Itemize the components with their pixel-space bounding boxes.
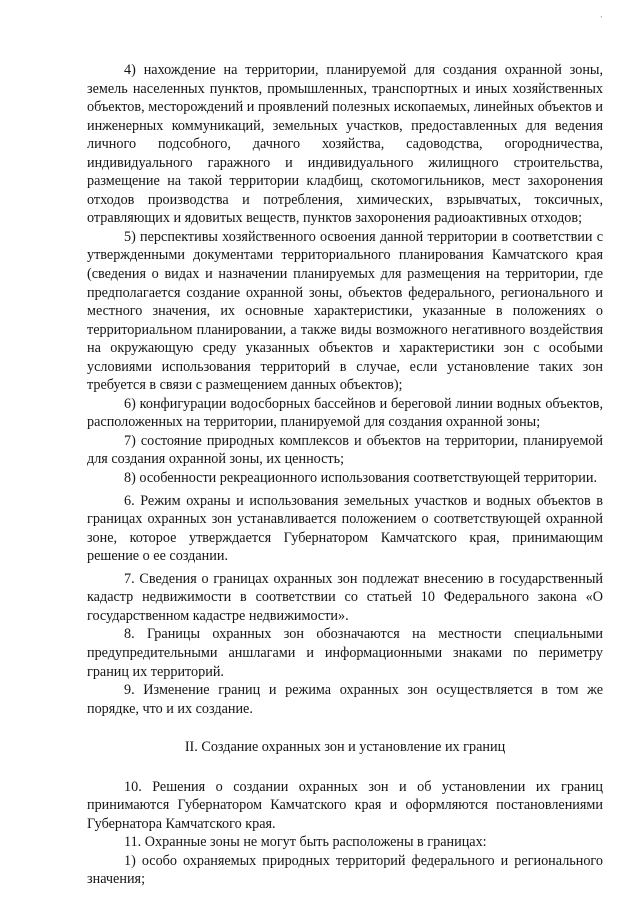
paragraph-clause-9: 9. Изменение границ и режима охранных зон осуществляется в том же порядке, что и их создание. — [87, 682, 603, 717]
paragraph-clause-7: 7. Сведения о границах охранных зон подлежат внесению в государственный кадастр недвижимости в соответствии со статьей 10 Федерального закона «О государственном кадастре недвижимости». — [87, 570, 603, 624]
paragraph-item-5: 5) перспективы хозяйственного освоения данной территории в соответствии с утвержденными документами территориального планирования Камчатского края (сведения о видах и назначении планируемых для размещения на территории, где предполагается создание охранной зоны, объектов федерального, регионального и местного значения, их основные характеристики, указанные в положениях о территориальном планировании, а также виды возможного негативного воздействия на окружающую среду указанных объектов и характеристики зон с особыми условиями использования территорий в случае, если установление таких зон требуется в связи с размещением данных объектов); — [87, 228, 603, 394]
document-body — [87, 61, 603, 889]
paragraph-item-4: 4) нахождение на территории, планируемой для создания охранной зоны, земель населенных пунктов, промышленных, транспортных и иных хозяйственных объектов, месторождений и проявлений полезных ископаемых, линейных объектов и инженерных коммуникаций, земельных участков, предоставленных для ведения личного подсобного, дачного хозяйства, садоводства, огородничества, индивидуального гаражного и индивидуального жилищного строительства, размещение на такой территории кладбищ, скотомогильников, мест захоронения отходов производства и потребления, химических, взрывчатых, токсичных, отравляющих и ядовитых веществ, пунктов захоронения радиоактивных отходов; — [87, 62, 603, 227]
section-heading: II. Создание охранных зон и установление их границ — [184, 739, 506, 756]
corner-mark: ` — [600, 16, 604, 24]
paragraph-clause-10: 10. Решения о создании охранных зон и об установлении их границ принимаются Губернатором Камчатского края и оформляются постановлениями Губернатора Камчатского края. — [87, 778, 603, 832]
paragraph-item-6: 6) конфигурации водосборных бассейнов и береговой линии водных объектов, расположенных на территории, планируемой для создания охранной зоны; — [87, 395, 603, 431]
paragraph-item-8: 8) особенности рекреационного использования соответствующей территории. — [124, 470, 597, 487]
paragraph-clause-8: 8. Границы охранных зон обозначаются на местности специальными предупредительными аншлагами и информационными знаками по периметру границ их территорий. — [87, 626, 603, 680]
paragraph-item-7: 7) состояние природных комплексов и объектов на территории, планируемой для создания охранной зоны, их ценность; — [87, 432, 603, 468]
paragraph-clause-11-item-1: 1) особо охраняемых природных территорий федерального и регионального значения; — [87, 852, 603, 888]
paragraph-clause-6: 6. Режим охраны и использования земельных участков и водных объектов в границах охранных зон устанавливается положением о соответствующей охранной зоне, которое утверждается Губернатором Камчатского края, принимающим решение о ее создании. — [87, 492, 603, 565]
paragraph-clause-11: 11. Охранные зоны не могут быть расположены в границах: — [124, 834, 487, 851]
